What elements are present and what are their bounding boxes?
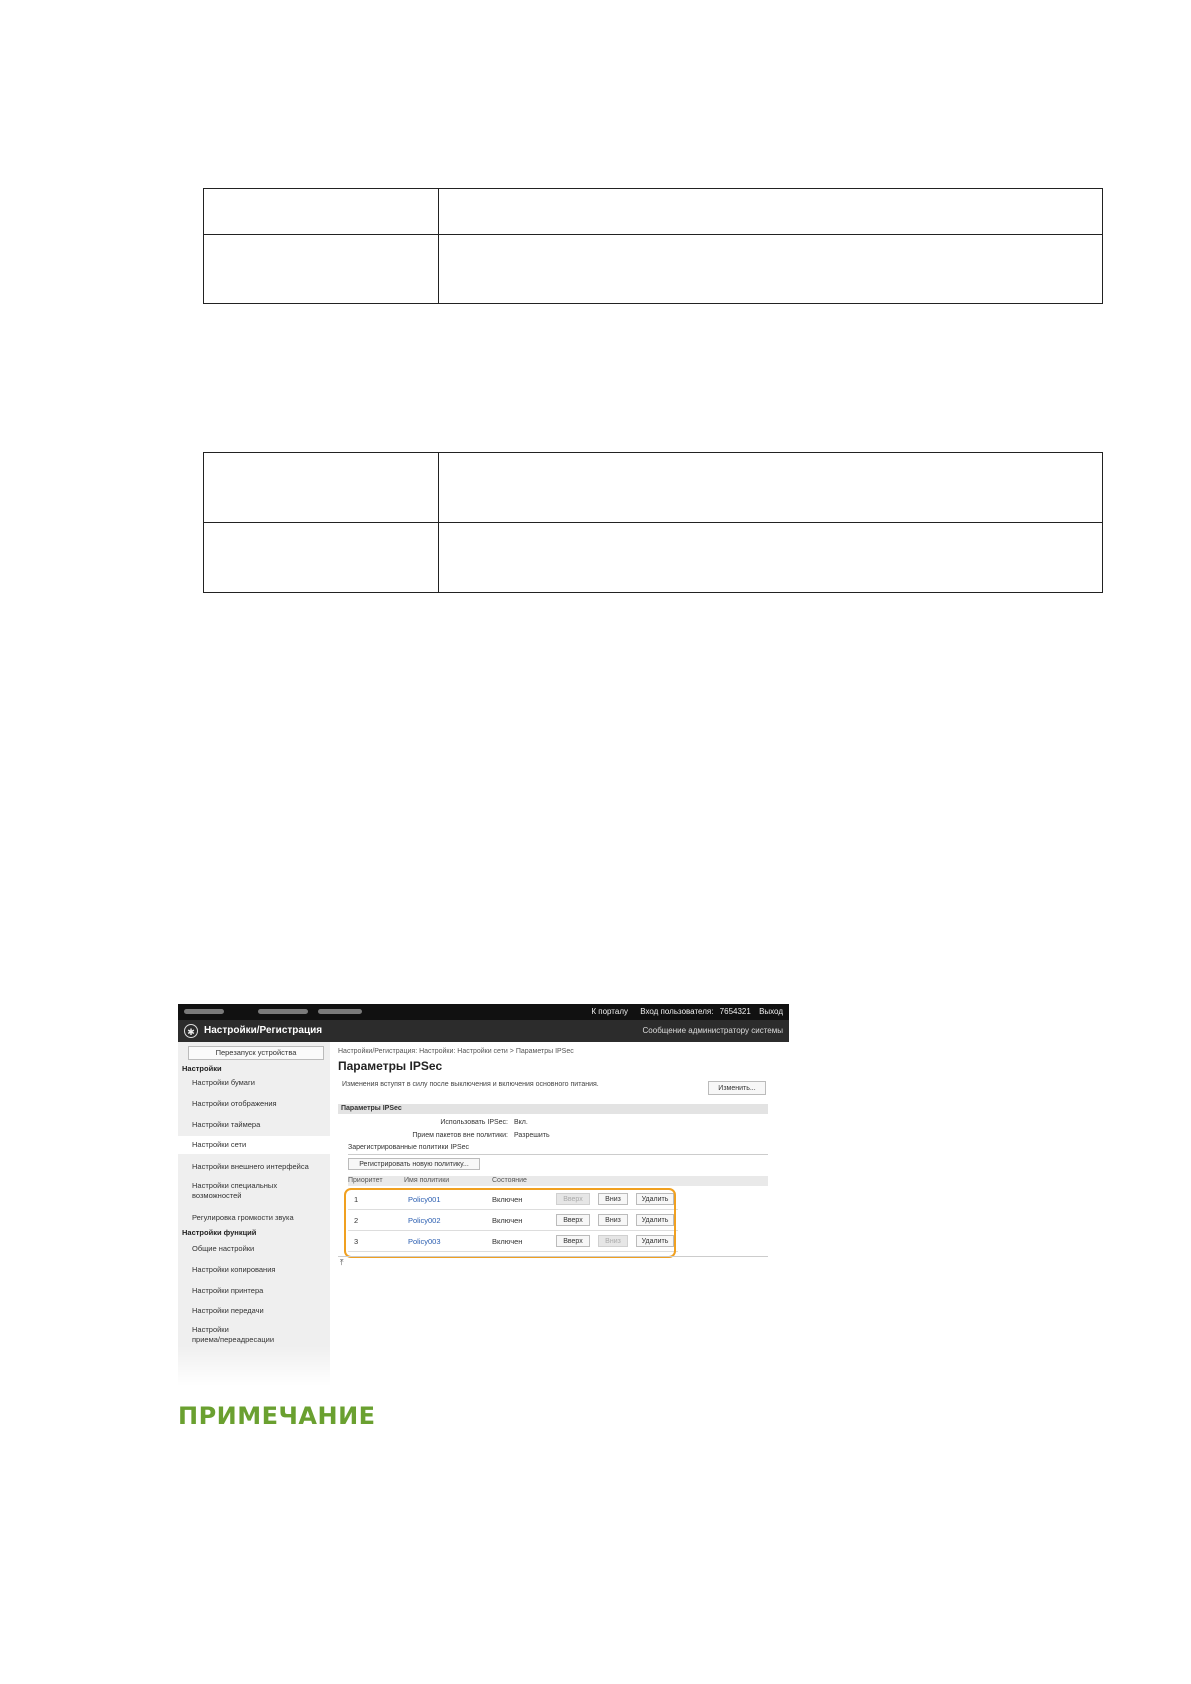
policy-status: Включен (492, 1195, 523, 1204)
policy-status: Включен (492, 1237, 523, 1246)
register-policy-button[interactable]: Регистрировать новую политику... (348, 1158, 480, 1170)
settings-table-2 (203, 452, 1103, 593)
sidebar-item-accessibility-line1[interactable]: Настройки специальных (192, 1181, 278, 1190)
app-title: Настройки/Регистрация (204, 1025, 323, 1036)
notice-text: Изменения вступят в силу после выключения и включения основного питания. (342, 1081, 599, 1088)
receive-packets-value: Разрешить (514, 1132, 550, 1139)
page-title: Параметры IPSec (338, 1059, 443, 1073)
down-button[interactable]: Вниз (598, 1214, 628, 1226)
sidebar-section-functions: Настройки функций (182, 1228, 257, 1237)
sidebar-item-paper[interactable]: Настройки бумаги (192, 1078, 255, 1087)
sidebar-item-accessibility-line2[interactable]: возможностей (192, 1191, 242, 1200)
sidebar-fade (178, 1346, 330, 1386)
sidebar-item-receive-line2[interactable]: приема/переадресации (192, 1335, 275, 1344)
table-cell (439, 523, 1103, 593)
sidebar-item-display[interactable]: Настройки отображения (192, 1099, 277, 1108)
section-header-ipsec: Параметры IPSec (338, 1104, 768, 1114)
sidebar-item-interface[interactable]: Настройки внешнего интерфейса (192, 1162, 309, 1171)
ipsec-screenshot (178, 1004, 789, 1386)
sidebar-item-receive-line1[interactable]: Настройки (192, 1325, 229, 1334)
restart-device-button[interactable]: Перезапуск устройства (188, 1046, 324, 1060)
admin-message-link[interactable]: Сообщение администратору системы (642, 1026, 783, 1035)
table-cell (439, 453, 1103, 523)
sidebar-item-network[interactable]: Настройки сети (178, 1136, 330, 1154)
col-status: Состояние (492, 1177, 527, 1184)
blurred-text (318, 1009, 362, 1014)
policy-name-link[interactable]: Policy002 (408, 1216, 441, 1225)
sidebar (178, 1042, 330, 1386)
table-cell (204, 453, 439, 523)
main-panel (338, 1042, 789, 1386)
up-button: Вверх (556, 1193, 590, 1205)
policy-priority: 1 (354, 1195, 359, 1204)
sidebar-item-copy[interactable]: Настройки копирования (192, 1265, 276, 1274)
policy-name-link[interactable]: Policy003 (408, 1237, 441, 1246)
down-button[interactable]: Вниз (598, 1193, 628, 1205)
scroll-top-icon[interactable]: ⤒ (340, 1258, 344, 1267)
divider (348, 1154, 768, 1155)
receive-packets-label: Прием пакетов вне политики: (412, 1132, 508, 1139)
policy-priority: 3 (354, 1237, 359, 1246)
policy-table-header (348, 1176, 768, 1186)
top-links (581, 1007, 783, 1016)
login-id: 7654321 (719, 1007, 751, 1016)
delete-button[interactable]: Удалить (636, 1193, 674, 1205)
policy-priority: 2 (354, 1216, 359, 1225)
table-cell (204, 189, 439, 235)
divider (338, 1256, 768, 1257)
table-cell (439, 235, 1103, 304)
app-header (178, 1020, 789, 1042)
policy-highlight-frame (344, 1188, 676, 1258)
up-button[interactable]: Вверх (556, 1235, 590, 1247)
sidebar-item-printer[interactable]: Настройки принтера (192, 1286, 264, 1295)
top-bar (178, 1004, 789, 1020)
policy-name-link[interactable]: Policy001 (408, 1195, 441, 1204)
sidebar-item-volume[interactable]: Регулировка громкости звука (192, 1213, 294, 1222)
note-heading: ПРИМЕЧАНИЕ (178, 1402, 376, 1430)
breadcrumb: Настройки/Регистрация: Настройки: Настройки сети > Параметры IPSec (338, 1048, 574, 1055)
logout-link[interactable]: Выход (759, 1007, 783, 1016)
col-name: Имя политики (404, 1177, 450, 1184)
sidebar-item-common[interactable]: Общие настройки (192, 1244, 255, 1253)
down-button: Вниз (598, 1235, 628, 1247)
delete-button[interactable]: Удалить (636, 1214, 674, 1226)
table-cell (204, 235, 439, 304)
use-ipsec-label: Использовать IPSec: (440, 1119, 508, 1126)
sidebar-section-settings: Настройки (182, 1064, 222, 1073)
blurred-text (184, 1009, 224, 1014)
delete-button[interactable]: Удалить (636, 1235, 674, 1247)
login-label: Вход пользователя: (640, 1007, 714, 1016)
col-priority: Приоритет (348, 1177, 383, 1184)
use-ipsec-value: Вкл. (514, 1119, 528, 1126)
table-cell (439, 189, 1103, 235)
portal-link[interactable]: К порталу (591, 1007, 628, 1016)
policy-status: Включен (492, 1216, 523, 1225)
up-button[interactable]: Вверх (556, 1214, 590, 1226)
registered-policies-title: Зарегистрированные политики IPSec (348, 1144, 470, 1151)
settings-table-1 (203, 188, 1103, 304)
edit-button[interactable]: Изменить... (708, 1081, 766, 1095)
table-cell (204, 523, 439, 593)
sidebar-item-timer[interactable]: Настройки таймера (192, 1120, 261, 1129)
settings-logo-icon: ✱ (184, 1024, 198, 1038)
sidebar-item-send[interactable]: Настройки передачи (192, 1306, 264, 1315)
blurred-text (258, 1009, 308, 1014)
